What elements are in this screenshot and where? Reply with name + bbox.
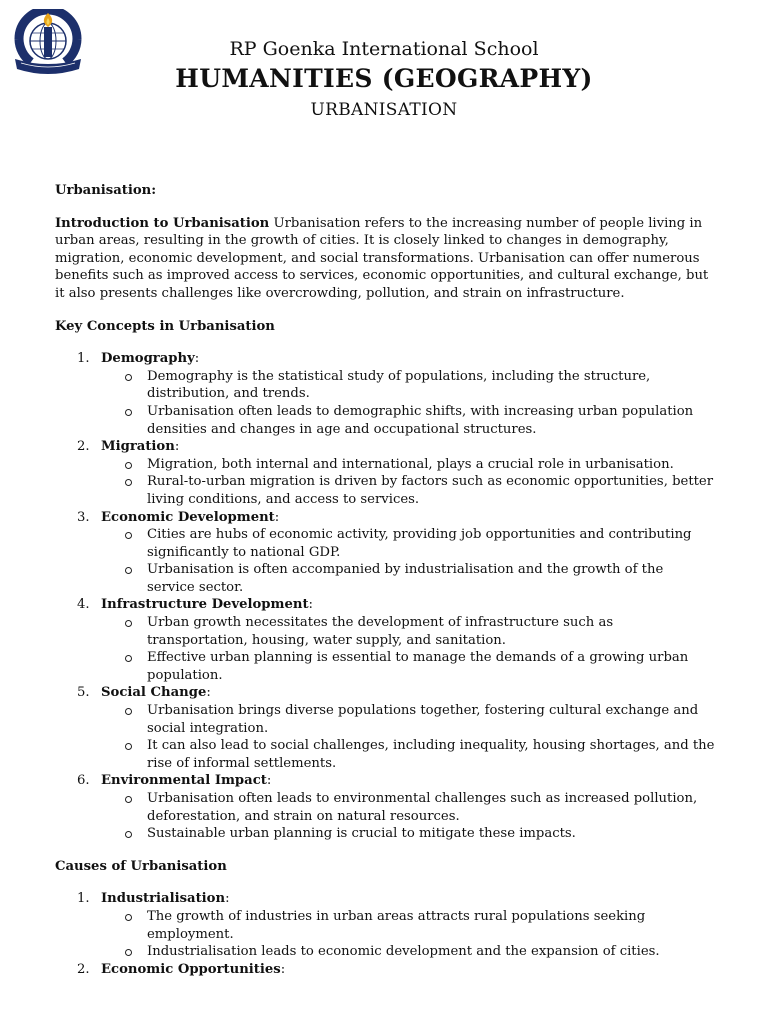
sub-point-text: Urbanisation often leads to environmental challenges such as increased pollution, deforestation, and strain on natural resources. <box>147 791 698 824</box>
list-number: 1. <box>77 891 90 907</box>
item-title: Migration <box>101 439 175 455</box>
intro-text: Urbanisation refers to the increasing number of people living in urban areas, resulting in the growth of cities. It is closely linked to changes in demography, migration, economic development, and social transformations. Urbanisation can offer numerous benefits such as improved access to services, economic opportunities, and cultural exchange, but it also presents challenges like overcrowding, pollution, and strain on infrastructure. <box>55 215 709 301</box>
circle-bullet-icon <box>125 949 132 956</box>
circle-bullet-icon <box>125 796 132 803</box>
item-title: Economic Development <box>101 509 275 525</box>
sub-point <box>101 825 715 843</box>
sub-point-text: Urbanisation often leads to demographic shifts, with increasing urban population densities and changes in age and occupational structures. <box>147 403 694 437</box>
circle-bullet-icon <box>125 479 132 486</box>
list-number: 1. <box>77 351 90 367</box>
sub-point-text: The growth of industries in urban areas attracts rural populations seeking employment. <box>147 908 646 942</box>
key-concepts-list <box>55 350 715 843</box>
key_concepts-item <box>55 350 715 438</box>
sub-point <box>101 790 715 825</box>
subject-title: HUMANITIES (GEOGRAPHY) <box>175 64 593 93</box>
sub-point <box>101 403 715 438</box>
sub-point-text: Urbanisation is often accompanied by industrialisation and the growth of the service sector. <box>147 562 664 595</box>
key_concepts-item <box>55 596 715 684</box>
key_concepts-item <box>55 438 715 508</box>
sub-point-list <box>101 908 715 961</box>
item-title: Social Change <box>101 685 207 701</box>
sub-point <box>101 649 715 684</box>
key-concepts-heading: Key Concepts in Urbanisation <box>55 318 275 334</box>
circle-bullet-icon <box>125 567 132 574</box>
intro-paragraph <box>55 215 715 303</box>
item-title: Economic Opportunities <box>101 961 281 977</box>
sub-point <box>101 614 715 649</box>
list-number: 4. <box>77 597 90 613</box>
sub-point-text: Rural-to-urban migration is driven by factors such as economic opportunities, better living conditions, and access to services. <box>147 474 714 507</box>
circle-bullet-icon <box>125 743 132 750</box>
circle-bullet-icon <box>125 620 132 627</box>
sub-point-list <box>101 614 715 684</box>
sub-point-list <box>101 368 715 438</box>
sub-point-list <box>101 526 715 596</box>
document-body <box>55 182 715 978</box>
circle-bullet-icon <box>125 914 132 921</box>
sub-point-list <box>101 702 715 772</box>
title-colon: : <box>225 891 230 907</box>
title-colon: : <box>206 685 211 701</box>
topic-title: URBANISATION <box>310 100 458 120</box>
circle-bullet-icon <box>125 462 132 469</box>
sub-point-text: It can also lead to social challenges, including inequality, housing shortages, and the rise of informal settlements. <box>147 738 715 771</box>
causes-heading: Causes of Urbanisation <box>55 858 227 874</box>
sub-point-text: Urban growth necessitates the development of infrastructure such as transportation, housing, water supply, and sanitation. <box>147 615 614 648</box>
list-number: 2. <box>77 961 90 977</box>
sub-point <box>101 561 715 596</box>
sub-point-list <box>101 456 715 509</box>
circle-bullet-icon <box>125 655 132 662</box>
sub-point-text: Cities are hubs of economic activity, providing job opportunities and contributing significantly to national GDP. <box>147 527 692 560</box>
circle-bullet-icon <box>125 374 132 381</box>
circle-bullet-icon <box>125 831 132 838</box>
title-colon: : <box>174 439 180 455</box>
sub-point <box>101 456 715 474</box>
sub-point-text: Demography is the statistical study of populations, including the structure, distribution, and trends. <box>147 368 651 402</box>
causes-list <box>55 890 715 978</box>
title-colon: : <box>194 351 200 367</box>
sub-point <box>101 702 715 737</box>
sub-point-text: Urbanisation brings diverse populations together, fostering cultural exchange and social integration. <box>147 703 699 736</box>
circle-bullet-icon <box>125 532 132 539</box>
document-heading: Urbanisation: <box>55 183 157 198</box>
key_concepts-item <box>55 684 715 772</box>
causes-item <box>55 890 715 960</box>
circle-bullet-icon <box>125 708 132 715</box>
sub-point-text: Industrialisation leads to economic development and the expansion of cities. <box>147 944 660 960</box>
key_concepts-item <box>55 509 715 597</box>
sub-point <box>101 908 715 943</box>
list-number: 5. <box>77 685 90 701</box>
item-title: Environmental Impact <box>101 773 267 789</box>
sub-point-text: Effective urban planning is essential to manage the demands of a growing urban population. <box>147 650 689 683</box>
sub-point <box>101 943 715 961</box>
title-colon: : <box>266 773 272 789</box>
list-number: 3. <box>77 509 90 525</box>
sub-point <box>101 473 715 508</box>
sub-point <box>101 368 715 403</box>
circle-bullet-icon <box>125 409 132 416</box>
intro-label: Introduction to Urbanisation <box>55 215 270 231</box>
key_concepts-item <box>55 772 715 842</box>
item-title: Infrastructure Development <box>101 597 309 613</box>
item-title: Demography <box>101 351 195 367</box>
school-name: RP Goenka International School <box>229 38 539 60</box>
title-colon: : <box>308 597 313 613</box>
sub-point-text: Sustainable urban planning is crucial to mitigate these impacts. <box>147 826 576 842</box>
list-number: 6. <box>77 773 90 789</box>
list-number: 2. <box>77 439 90 455</box>
causes-item <box>55 961 715 979</box>
item-title: Industrialisation <box>101 891 226 907</box>
sub-point-text: Migration, both internal and international, plays a crucial role in urbanisation. <box>147 456 674 472</box>
title-colon: : <box>274 509 280 525</box>
sub-point <box>101 737 715 772</box>
sub-point <box>101 526 715 561</box>
sub-point-list <box>101 790 715 843</box>
title-colon: : <box>280 961 286 977</box>
